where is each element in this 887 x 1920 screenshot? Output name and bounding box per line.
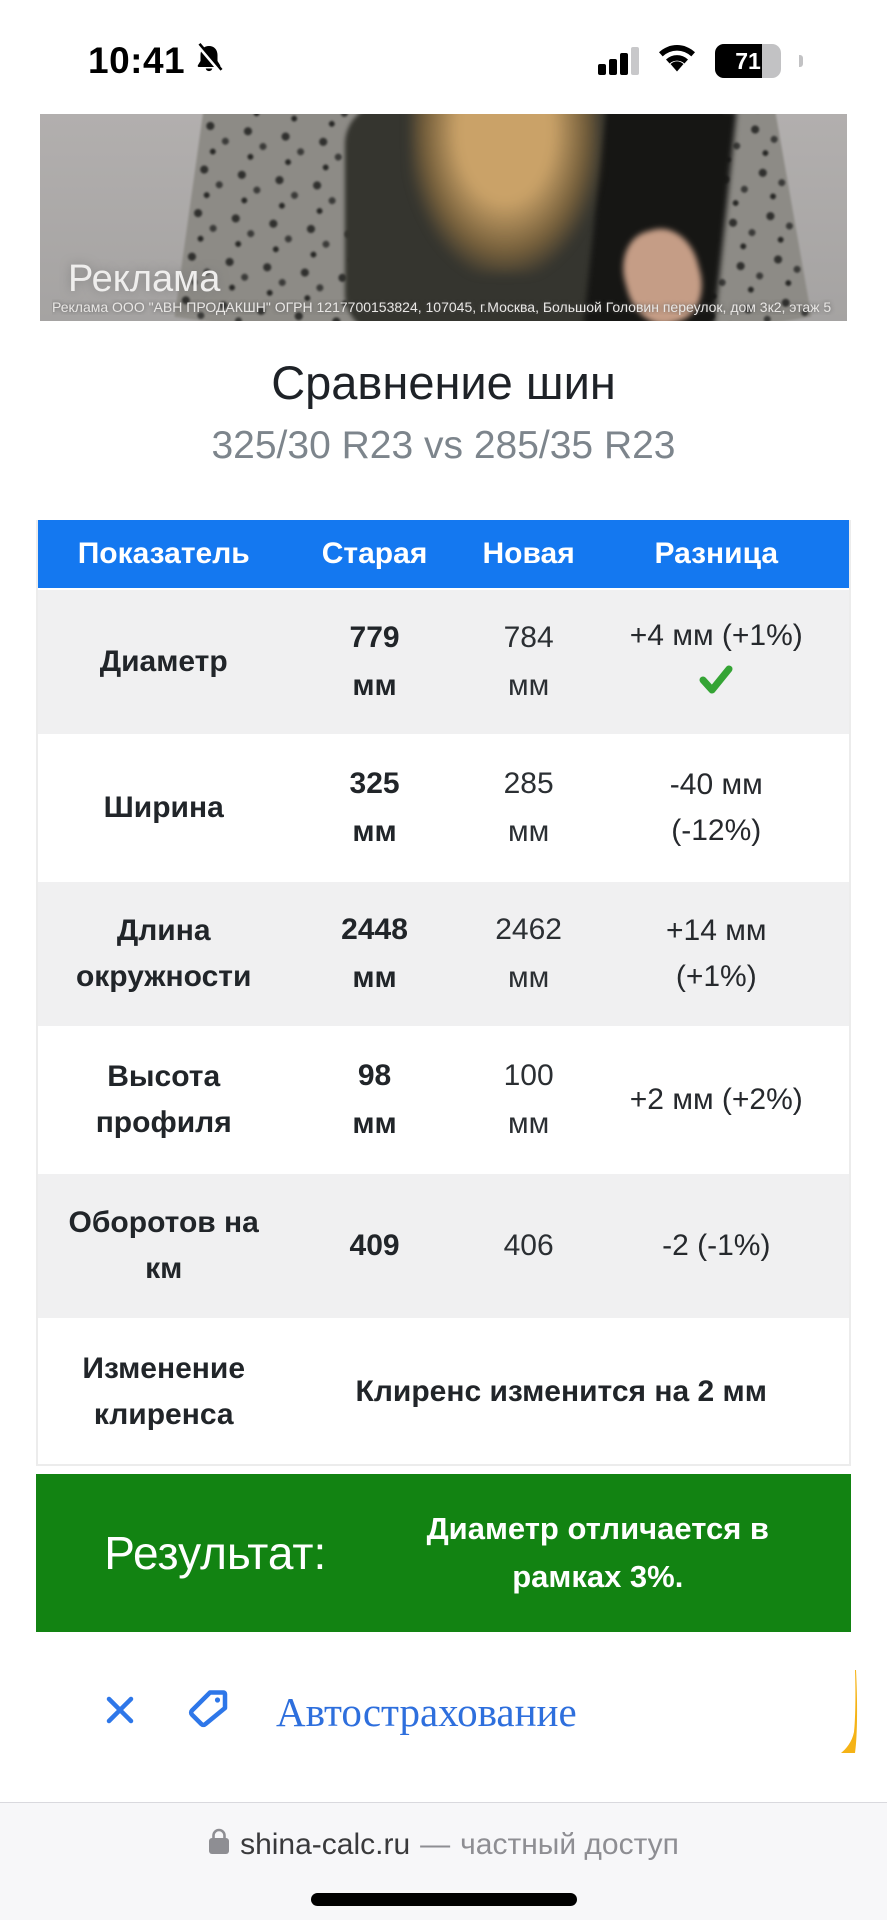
comparison-table xyxy=(36,520,851,1466)
url-domain: shina-calc.ru xyxy=(240,1828,411,1861)
page-subtitle: 325/30 R23 vs 285/35 R23 xyxy=(211,424,676,467)
row-label: Изменение клиренса xyxy=(82,1351,246,1431)
old-value-cell: 325 мм xyxy=(349,767,400,848)
column-header: Разница xyxy=(654,537,779,570)
old-value-cell: 409 xyxy=(349,1229,400,1262)
column-header: Показатель xyxy=(77,537,250,570)
diff-cell: -40 мм (-12%) xyxy=(669,767,763,847)
new-value-cell: 100 мм xyxy=(503,1059,554,1140)
table-row-clearance xyxy=(38,1318,849,1464)
new-value-cell: 2462 мм xyxy=(495,913,562,994)
ad-disclaimer: Реклама ООО "АВН ПРОДАКШН" ОГРН 1217700153824, 107045, г.Москва, Большой Головин переулок, дом 3к2, этаж 5 xyxy=(52,299,832,315)
result-bar xyxy=(36,1474,851,1632)
tag-icon[interactable] xyxy=(184,1686,232,1739)
table-row xyxy=(38,880,849,1026)
column-header: Старая xyxy=(321,537,428,570)
result-label: Результат: xyxy=(104,1527,327,1579)
new-value-cell: 406 xyxy=(503,1229,554,1262)
row-label: Длина окружности xyxy=(75,913,252,993)
clock: 10:41 xyxy=(88,40,186,81)
private-access-label: частный доступ xyxy=(460,1828,679,1861)
clearance-text: Клиренс изменится на 2 мм xyxy=(355,1375,767,1408)
page-title: Сравнение шин xyxy=(271,356,616,409)
new-value-cell: 784 мм xyxy=(503,621,554,702)
browser-bar[interactable] xyxy=(0,1802,887,1920)
url-bar[interactable] xyxy=(0,1827,887,1863)
column-header: Новая xyxy=(482,537,575,570)
table-row xyxy=(38,1026,849,1172)
table-row xyxy=(38,1172,849,1318)
old-value-cell: 2448 мм xyxy=(341,913,408,994)
wifi-icon xyxy=(655,43,699,80)
table-header xyxy=(38,520,849,588)
new-value-cell: 285 мм xyxy=(503,767,554,848)
diff-cell: +2 мм (+2%) xyxy=(629,1082,803,1116)
row-label: Диаметр xyxy=(99,644,228,678)
close-icon[interactable] xyxy=(100,1690,140,1735)
ad-label: Реклама xyxy=(68,258,221,300)
status-bar xyxy=(0,0,887,100)
lock-icon xyxy=(208,1827,230,1863)
result-text: Диаметр отличается в рамках 3%. xyxy=(426,1510,769,1594)
ad-link[interactable]: Автострахование xyxy=(276,1689,577,1735)
diff-cell: +4 мм (+1%) xyxy=(598,613,849,712)
ad-banner[interactable] xyxy=(40,114,847,321)
ad-fragment-graphic xyxy=(841,1670,859,1759)
row-label: Высота профиля xyxy=(95,1059,232,1139)
check-icon xyxy=(608,663,825,712)
battery-icon xyxy=(715,44,781,78)
home-indicator[interactable] xyxy=(311,1893,577,1906)
cellular-signal-icon xyxy=(598,47,639,75)
table-row xyxy=(38,588,849,734)
battery-percent: 71 xyxy=(735,47,761,74)
old-value-cell: 779 мм xyxy=(349,621,400,702)
diff-cell: +14 мм (+1%) xyxy=(666,913,767,993)
row-label: Ширина xyxy=(103,790,224,824)
table-row xyxy=(38,734,849,880)
ad-strip xyxy=(0,1632,887,1792)
ad-image xyxy=(410,114,600,274)
old-value-cell: 98 мм xyxy=(352,1059,397,1140)
battery-cap xyxy=(799,55,803,67)
bell-slash-icon xyxy=(191,41,227,82)
row-label: Оборотов на км xyxy=(68,1205,259,1285)
diff-cell: -2 (-1%) xyxy=(662,1228,771,1262)
url-separator: — xyxy=(420,1828,451,1861)
